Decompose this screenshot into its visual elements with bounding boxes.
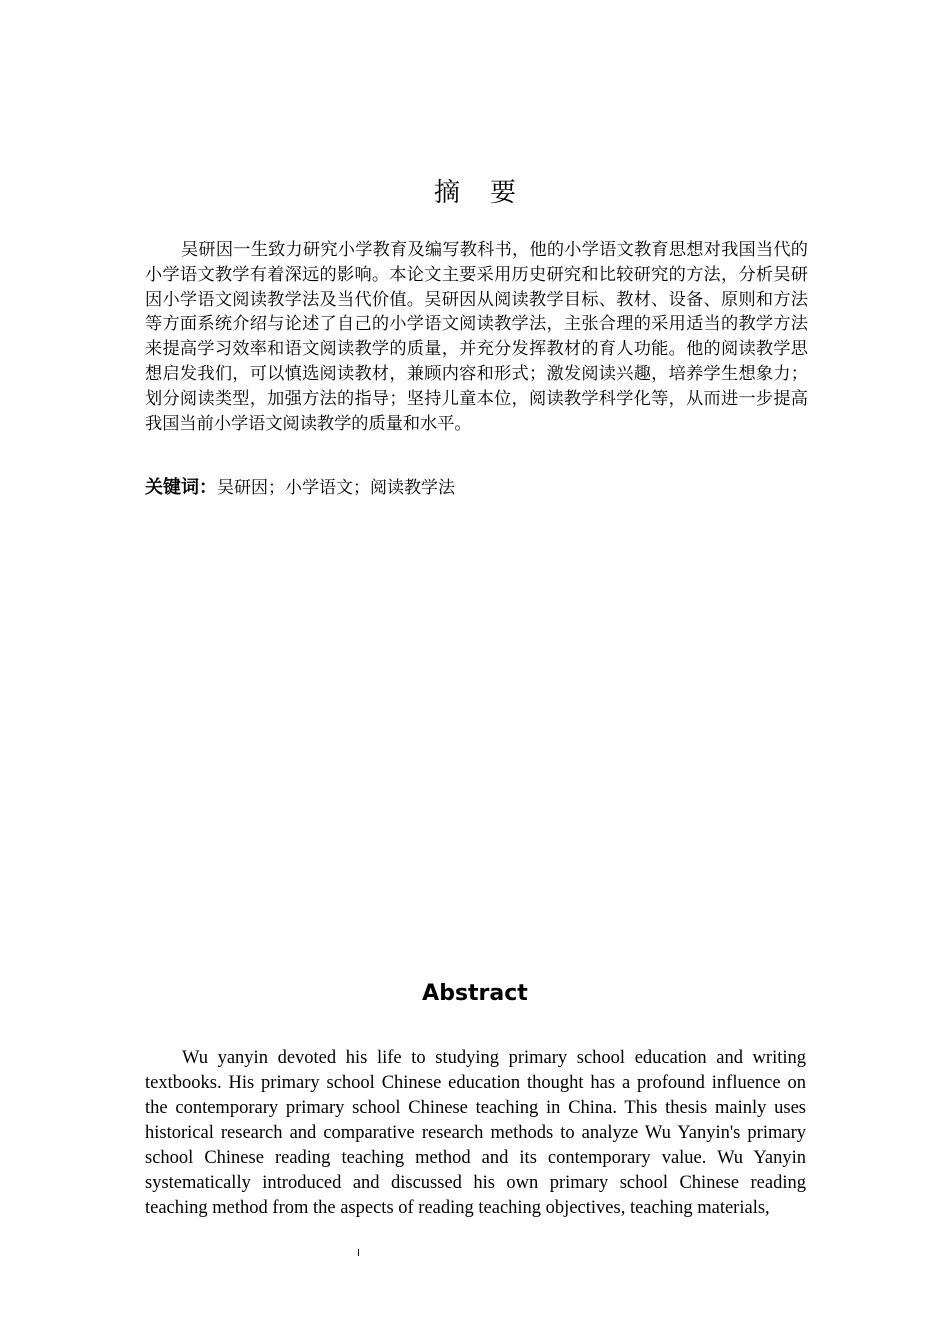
chinese-abstract-body: 吴研因一生致力研究小学教育及编写教科书，他的小学语文教育思想对我国当代的小学语文教学有着深远的影响。本论文主要采用历史研究和比较研究的方法，分析吴研因小学语文阅读教学法及当代价值。吴研因从阅读教学目标、教材、设备、原则和方法等方面系统介绍与论述了自己的小学语文阅读教学法，主张合理的采用适当的教学方法来提高学习效率和语文阅读教学的质量，并充分发挥教材的育人功能。他的阅读教学思想启发我们，可以慎选阅读教材，兼顾内容和形式；激发阅读兴趣，培养学生想象力；划分阅读类型，加强方法的指导；坚持儿童本位，阅读教学科学化等，从而进一步提高我国当前小学语文阅读教学的质量和水平。 [145,240,808,434]
chinese-abstract-title: 摘要 [433,178,546,208]
english-abstract-title: Abstract [422,981,528,1006]
english-abstract-body: Wu yanyin devoted his life to studying primary school education and writing textbooks. His primary school Chinese education thought has a profound influence on the contemporary primary school Chinese teaching in China. This thesis mainly uses historical research and comparative research methods to analyze Wu Yanyin's primary school Chinese reading teaching method and its contemporary value. Wu Yanyin systematically introduced and discussed his own primary school Chinese reading teaching method from the aspects of reading teaching objectives, teaching materials, [145,1048,806,1218]
chinese-keywords [145,475,808,501]
keywords-list: 吴研因；小学语文；阅读教学法 [217,478,455,498]
keywords-label: 关键词： [145,477,217,498]
page-number: I [357,1248,360,1259]
